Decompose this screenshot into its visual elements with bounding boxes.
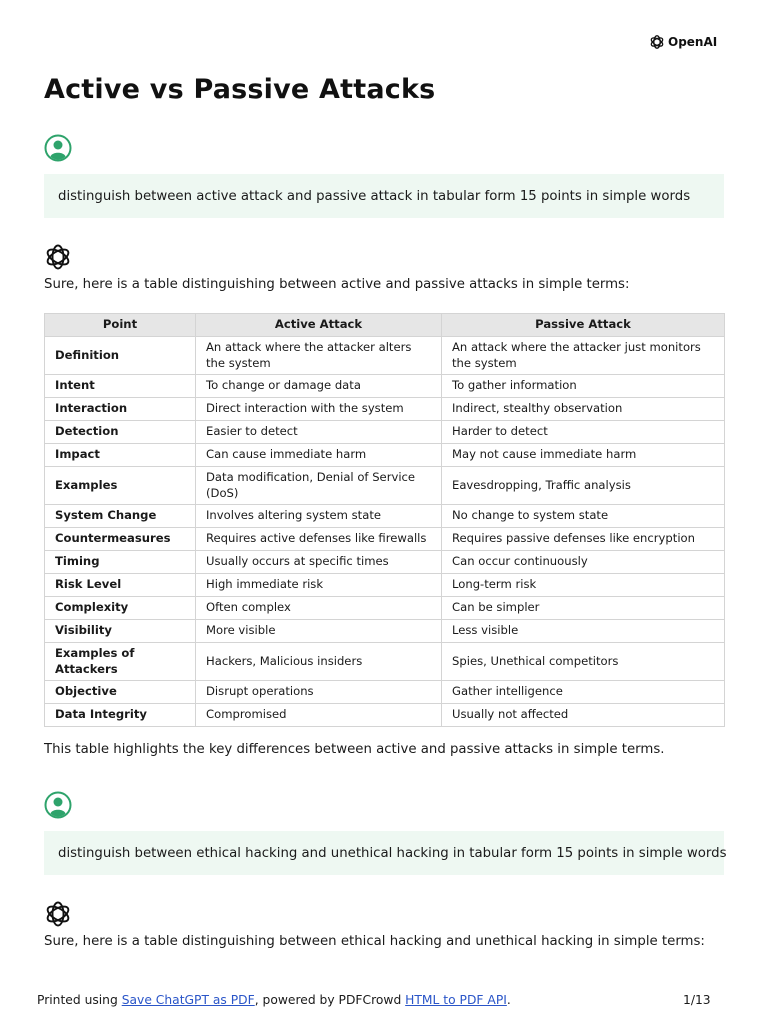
active-attack-cell: To change or damage data: [196, 375, 442, 398]
active-attack-cell: Direct interaction with the system: [196, 398, 442, 421]
passive-attack-cell: Harder to detect: [442, 421, 725, 444]
table-row: [45, 444, 725, 467]
row-point: Interaction: [45, 398, 196, 421]
row-point: Visibility: [45, 620, 196, 643]
table-row: [45, 398, 725, 421]
passive-attack-cell: Can be simpler: [442, 597, 725, 620]
assistant-intro: Sure, here is a table distinguishing between ethical hacking and unethical hacking in simple terms:: [44, 934, 705, 949]
passive-attack-cell: Indirect, stealthy observation: [442, 398, 725, 421]
table-row: [45, 681, 725, 704]
html-to-pdf-api-link[interactable]: HTML to PDF API: [405, 993, 507, 1007]
active-attack-cell: More visible: [196, 620, 442, 643]
row-point: Data Integrity: [45, 704, 196, 727]
row-point: Countermeasures: [45, 528, 196, 551]
active-attack-cell: Hackers, Malicious insiders: [196, 643, 442, 681]
table-row: [45, 467, 725, 505]
page-title: Active vs Passive Attacks: [44, 74, 436, 105]
brand-name: OpenAI: [668, 35, 718, 49]
active-attack-cell: High immediate risk: [196, 574, 442, 597]
user-prompt: distinguish between active attack and passive attack in tabular form 15 points in simple words: [44, 174, 724, 218]
row-point: Risk Level: [45, 574, 196, 597]
table-row: [45, 643, 725, 681]
row-point: System Change: [45, 505, 196, 528]
footer-text: .: [506, 993, 511, 1007]
active-attack-cell: An attack where the attacker alters the system: [196, 337, 442, 375]
row-point: Impact: [45, 444, 196, 467]
passive-attack-cell: May not cause immediate harm: [442, 444, 725, 467]
table-row: [45, 528, 725, 551]
row-point: Examples of Attackers: [45, 643, 196, 681]
openai-logo-icon: [649, 34, 665, 50]
column-header: Point: [45, 314, 196, 337]
column-header: Passive Attack: [442, 314, 725, 337]
active-attack-cell: Often complex: [196, 597, 442, 620]
assistant-intro: Sure, here is a table distinguishing between active and passive attacks in simple terms:: [44, 277, 630, 292]
table-header-row: [45, 314, 725, 337]
passive-attack-cell: Less visible: [442, 620, 725, 643]
table-row: [45, 620, 725, 643]
table-row: [45, 337, 725, 375]
chatgpt-logo-icon: [44, 900, 72, 928]
footer-text: , powered by PDFCrowd: [254, 993, 406, 1007]
row-point: Timing: [45, 551, 196, 574]
active-attack-cell: Compromised: [196, 704, 442, 727]
passive-attack-cell: Gather intelligence: [442, 681, 725, 704]
table-row: [45, 421, 725, 444]
active-attack-cell: Requires active defenses like firewalls: [196, 528, 442, 551]
table-row: [45, 375, 725, 398]
passive-attack-cell: No change to system state: [442, 505, 725, 528]
active-attack-cell: Easier to detect: [196, 421, 442, 444]
assistant-outro: This table highlights the key differences between active and passive attacks in simple terms.: [44, 742, 665, 757]
table-row: [45, 704, 725, 727]
openai-brand: [649, 34, 717, 50]
passive-attack-cell: Long-term risk: [442, 574, 725, 597]
active-attack-cell: Involves altering system state: [196, 505, 442, 528]
row-point: Definition: [45, 337, 196, 375]
user-avatar-icon: [44, 791, 72, 819]
row-point: Intent: [45, 375, 196, 398]
print-footer: [37, 993, 511, 1007]
active-attack-cell: Usually occurs at specific times: [196, 551, 442, 574]
table-row: [45, 597, 725, 620]
table-row: [45, 505, 725, 528]
user-prompt: distinguish between ethical hacking and unethical hacking in tabular form 15 points in simple words: [44, 831, 724, 875]
active-attack-cell: Data modification, Denial of Service (DoS): [196, 467, 442, 505]
footer-text: Printed using: [37, 993, 122, 1007]
active-attack-cell: Disrupt operations: [196, 681, 442, 704]
table-row: [45, 574, 725, 597]
save-chatgpt-pdf-link[interactable]: Save ChatGPT as PDF: [121, 993, 255, 1007]
passive-attack-cell: Eavesdropping, Traffic analysis: [442, 467, 725, 505]
page-number: 1/13: [683, 993, 711, 1007]
passive-attack-cell: Spies, Unethical competitors: [442, 643, 725, 681]
passive-attack-cell: Can occur continuously: [442, 551, 725, 574]
row-point: Detection: [45, 421, 196, 444]
row-point: Examples: [45, 467, 196, 505]
active-attack-cell: Can cause immediate harm: [196, 444, 442, 467]
comparison-table: [44, 313, 725, 727]
row-point: Objective: [45, 681, 196, 704]
row-point: Complexity: [45, 597, 196, 620]
column-header: Active Attack: [196, 314, 442, 337]
passive-attack-cell: Usually not affected: [442, 704, 725, 727]
passive-attack-cell: An attack where the attacker just monitors the system: [442, 337, 725, 375]
passive-attack-cell: Requires passive defenses like encryption: [442, 528, 725, 551]
user-avatar-icon: [44, 134, 72, 162]
passive-attack-cell: To gather information: [442, 375, 725, 398]
chatgpt-logo-icon: [44, 243, 72, 271]
table-row: [45, 551, 725, 574]
